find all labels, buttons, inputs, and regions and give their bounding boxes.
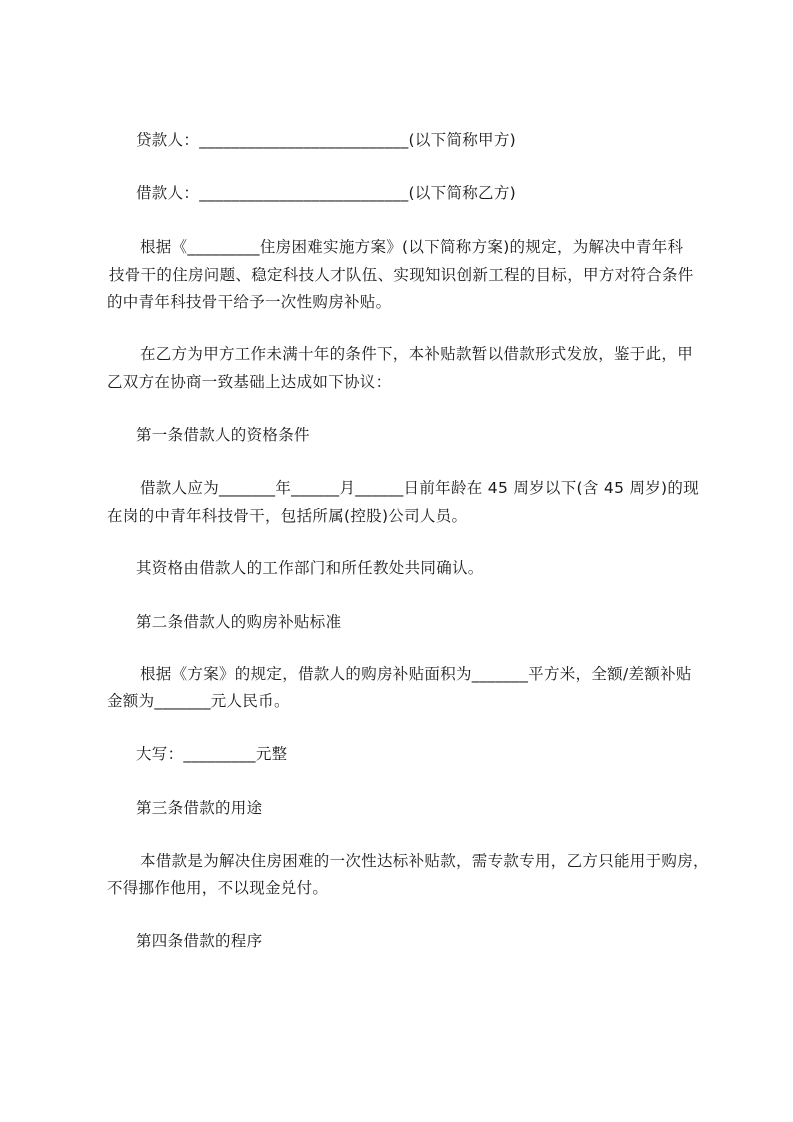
article-4-heading: 第四条借款的程序 bbox=[136, 932, 263, 950]
condition-paragraph-line-2: 乙双方在协商一致基础上达成如下协议： bbox=[107, 373, 392, 391]
article-3-para-1-line-1: 本借款是为解决住房困难的一次性达标补贴款，需专款专用，乙方只能用于购房， bbox=[140, 852, 709, 870]
article-1-para-1-line-2: 在岗的中青年科技骨干，包括所属(控股)公司人员。 bbox=[107, 507, 468, 525]
lender-line: 贷款人：__________________________(以下简称甲方) bbox=[136, 131, 516, 149]
article-3-heading: 第三条借款的用途 bbox=[136, 799, 263, 817]
article-2-para-2: 大写：_________元整 bbox=[136, 745, 288, 763]
intro-paragraph-line-1: 根据《_________住房困难实施方案》(以下简称方案)的规定，为解决中青年科 bbox=[140, 238, 684, 256]
article-3-para-1-line-2: 不得挪作他用，不以现金兑付。 bbox=[107, 879, 329, 897]
article-1-para-2: 其资格由借款人的工作部门和所任教处共同确认。 bbox=[136, 559, 484, 577]
article-2-heading: 第二条借款人的购房补贴标准 bbox=[136, 613, 342, 631]
article-2-para-1-line-2: 金额为_______元人民币。 bbox=[107, 692, 290, 710]
condition-paragraph-line-1: 在乙方为甲方工作未满十年的条件下，本补贴款暂以借款形式发放，鉴于此，甲 bbox=[140, 345, 694, 363]
intro-paragraph-line-3: 的中青年科技骨干给予一次性购房补贴。 bbox=[107, 293, 392, 311]
article-1-para-1-line-1: 借款人应为_______年______月______日前年龄在 45 周岁以下(含 45 周岁)的现 bbox=[140, 479, 699, 497]
borrower-line: 借款人：__________________________(以下简称乙方) bbox=[136, 184, 516, 202]
intro-paragraph-line-2: 技骨干的住房问题、稳定科技人才队伍、实现知识创新工程的目标，甲方对符合条件 bbox=[109, 266, 694, 284]
article-1-heading: 第一条借款人的资格条件 bbox=[136, 426, 310, 444]
article-2-para-1-line-1: 根据《方案》的规定，借款人的购房补贴面积为_______平方米，全额/差额补贴 bbox=[140, 665, 692, 683]
